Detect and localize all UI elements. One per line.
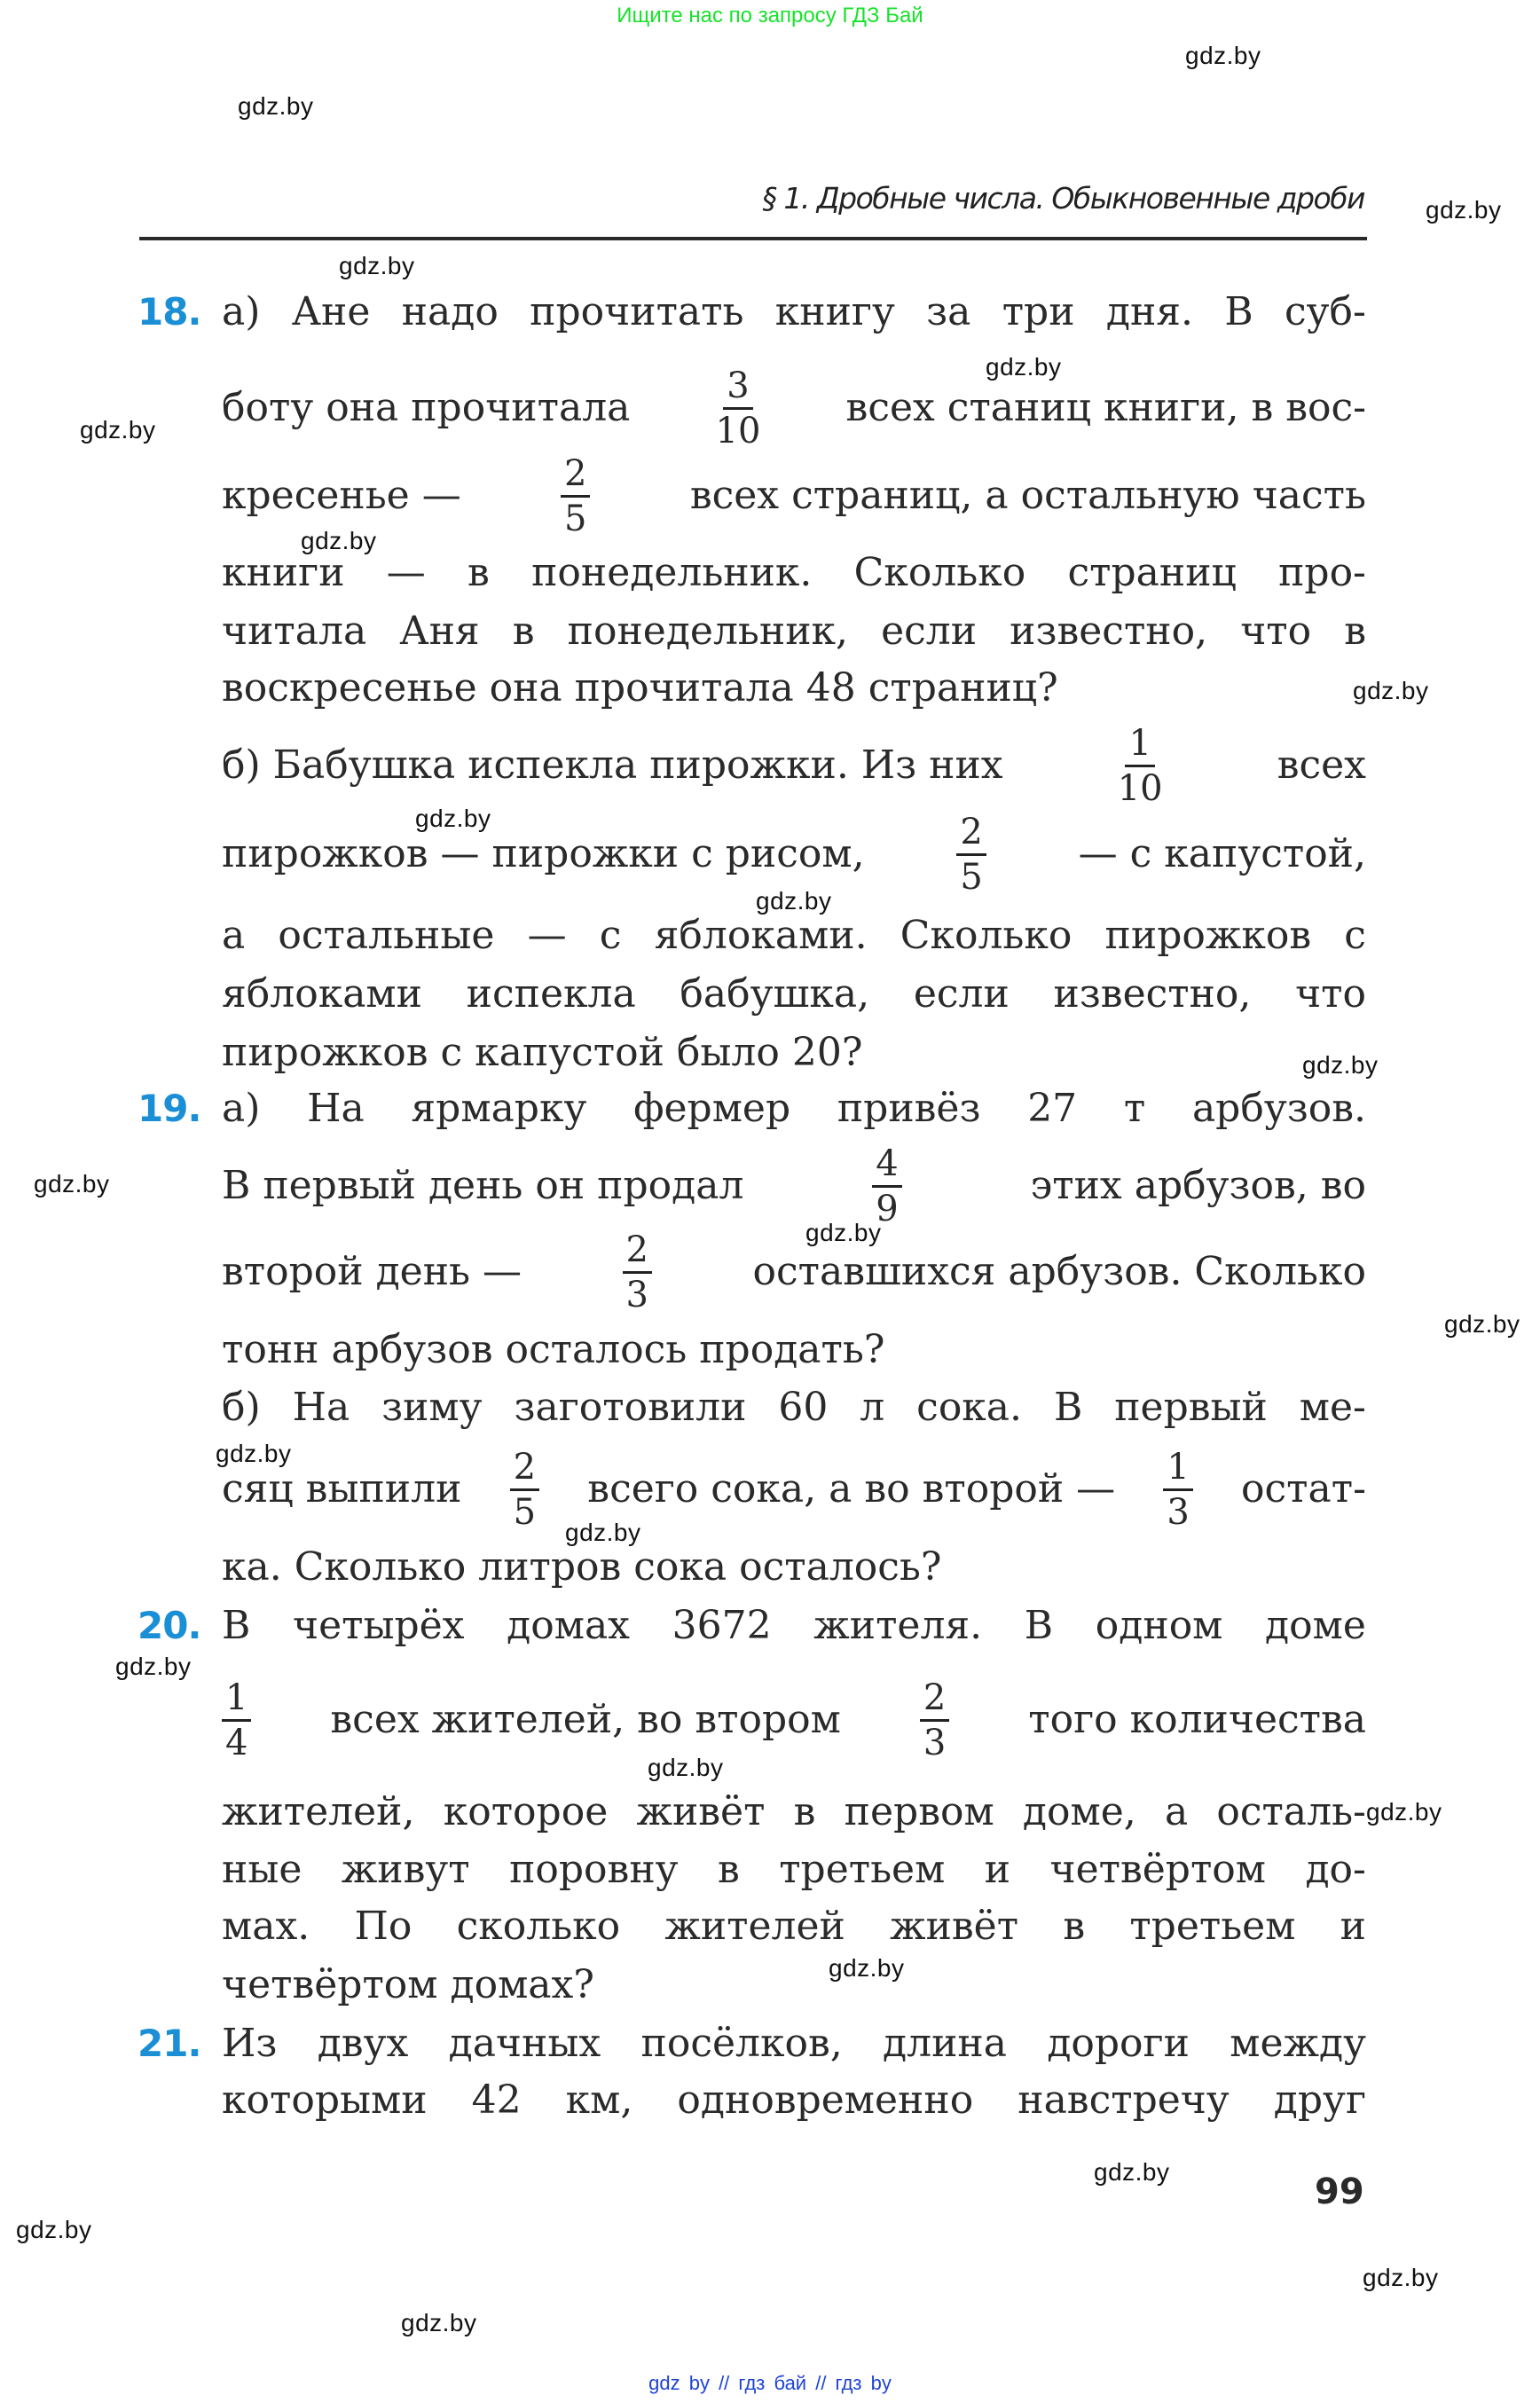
text: пирожков с капустой было 20? [222,1030,863,1075]
denominator: 10 [1117,767,1163,809]
text: читала Аня в понедельник, если известно, что в [222,609,1366,654]
text: а) На ярмарку фермер привёз 27 т арбузов. [222,1086,1366,1131]
watermark: gdz.by [301,527,377,554]
problem-18b-line-3 [222,909,1366,962]
problem-18a-line-3 [222,452,1366,539]
watermark: gdz.by [756,887,832,915]
numerator: 1 [1163,1449,1192,1491]
word: три [1002,289,1075,334]
text: жителей, которое живёт в первом доме, а осталь- [222,1789,1366,1834]
text: б) Бабушка испекла пирожки. Из них [222,742,1003,788]
numerator: 4 [872,1146,901,1188]
watermark: gdz.by [805,1219,882,1246]
problem-18b-line-1 [222,722,1366,809]
numerator: 1 [222,1680,251,1722]
watermark: gdz.by [1363,2264,1439,2291]
text: ные живут поровну в третьем и четвёртом до- [222,1847,1366,1892]
word: дня. [1105,289,1194,334]
search-banner: Ищите нас по запросу ГДЗ Бай [617,4,923,27]
numerator: 2 [956,814,986,856]
fraction [956,811,986,898]
fraction [920,1677,949,1763]
problem-number: 18. [138,290,201,334]
problem-18a-line-5 [222,605,1366,658]
word: книгу [774,289,895,334]
watermark: gdz.by [16,2216,92,2243]
text: книги — в понедельник. Сколько страниц про- [222,550,1366,595]
watermark: gdz.by [1426,196,1502,224]
problem-20-line-2 [222,1677,1366,1763]
section-title: § 1. Дробные числа. Обыкновенные дроби [762,181,1364,216]
text: В четырёх домах 3672 жителя. В одном доме [222,1603,1366,1648]
word: суб- [1285,289,1366,334]
denominator: 3 [923,1722,947,1763]
header-divider [139,237,1367,240]
problem-number: 21. [138,2022,201,2065]
problem-18b-line-4 [222,968,1366,1021]
watermark: gdz.by [238,92,314,120]
denominator: 5 [564,498,587,539]
problem-21-line-2 [222,2074,1366,2127]
text: этих арбузов, во [1030,1163,1366,1208]
text: мах. По сколько жителей живёт в третьем и [222,1904,1366,1949]
problem-19a-line-1 [222,1082,1366,1135]
watermark: gdz.by [1302,1051,1379,1079]
text: В первый день он продал [222,1163,744,1208]
fraction [623,1229,652,1315]
watermark: gdz.by [1366,1798,1442,1826]
word: за [926,289,971,334]
text: всех страниц, а остальную часть [689,473,1366,518]
fraction [561,452,590,539]
text: оставшихся арбузов. Сколько [752,1249,1366,1294]
problem-20-line-1 [222,1599,1366,1653]
watermark: gdz.by [115,1653,192,1680]
text: того количества [1028,1697,1366,1742]
text: Из двух дачных посёлков, длина дороги между [222,2021,1366,2066]
text: всех [1277,742,1366,788]
problem-number: 20. [138,1604,201,1647]
word: надо [401,289,499,334]
text: всех станиц книги, в вос- [845,385,1366,430]
text: остат- [1241,1466,1366,1512]
text: ка. Сколько литров сока осталось? [222,1544,942,1590]
fraction [872,1143,901,1229]
watermark: gdz.by [565,1519,641,1546]
problem-18a-line-1 [222,286,1366,339]
text: четвёртом домах? [222,1962,594,2007]
problem-20-line-4 [222,1843,1366,1896]
problem-19b-line-1 [222,1381,1366,1434]
denominator: 3 [1167,1491,1190,1533]
problem-18b-line-5 [222,1026,1366,1080]
text: яблоками испекла бабушка, если известно, что [222,971,1366,1017]
text: тонн арбузов осталось продать? [222,1327,885,1372]
text: кресенье — [222,473,461,518]
denominator: 9 [876,1188,899,1229]
numerator: 3 [723,368,752,410]
denominator: 5 [960,856,983,898]
denominator: 5 [513,1491,537,1533]
watermark: gdz.by [401,2309,477,2336]
text: второй день — [222,1249,522,1294]
watermark: gdz.by [415,805,491,832]
text: воскресенье она прочитала 48 страниц? [222,665,1058,711]
problem-20-line-5 [222,1900,1366,1953]
watermark: gdz.by [829,1954,905,1982]
footer-links: gdz by // гдз бай // гдз by [648,2372,892,2394]
watermark: gdz.by [648,1754,724,1781]
text: сяц выпили [222,1466,462,1512]
word: В [1224,289,1253,334]
watermark: gdz.by [80,416,156,444]
numerator: 2 [920,1680,949,1722]
text: б) На зиму заготовили 60 л сока. В первый ме- [222,1385,1366,1430]
denominator: 10 [715,410,761,452]
watermark: gdz.by [1444,1310,1520,1338]
watermark: gdz.by [216,1440,292,1467]
numerator: 2 [510,1449,539,1491]
fraction [510,1446,539,1533]
problem-18a-line-4 [222,546,1366,600]
watermark: gdz.by [339,252,415,279]
problem-20-line-3 [222,1786,1366,1839]
numerator: 1 [1125,726,1154,767]
problem-20-line-6 [222,1959,1366,2012]
watermark: gdz.by [986,353,1062,381]
text: — с капустой, [1078,831,1366,876]
problem-19a-line-4 [222,1323,1366,1377]
watermark: gdz.by [1094,2158,1170,2186]
fraction [222,1677,251,1763]
problem-21-line-1 [222,2017,1366,2070]
page-number: 99 [1315,2171,1364,2212]
word: Ане [291,289,371,334]
word: прочитать [530,289,744,334]
text: которыми 42 км, одновременно навстречу друг [222,2077,1366,2123]
denominator: 4 [225,1722,248,1763]
text: а остальные — с яблоками. Сколько пирожков с [222,913,1366,958]
word: а) [222,289,261,334]
watermark: gdz.by [1185,42,1261,69]
watermark: gdz.by [34,1170,110,1198]
text: боту она прочитала [222,385,631,430]
watermark: gdz.by [1353,677,1429,704]
fraction [1114,722,1167,809]
numerator: 2 [561,456,590,498]
numerator: 2 [623,1232,652,1274]
problem-19b-line-3 [222,1541,1366,1594]
fraction [712,365,765,452]
problem-number: 19. [138,1087,201,1130]
problem-19a-line-2 [222,1143,1366,1229]
text: всех жителей, во втором [330,1697,841,1742]
problem-18a-line-6 [222,662,1366,715]
text: всего сока, а во второй — [587,1466,1116,1512]
denominator: 3 [625,1274,648,1315]
text: пирожков — пирожки с рисом, [222,831,865,876]
fraction [1163,1446,1192,1533]
